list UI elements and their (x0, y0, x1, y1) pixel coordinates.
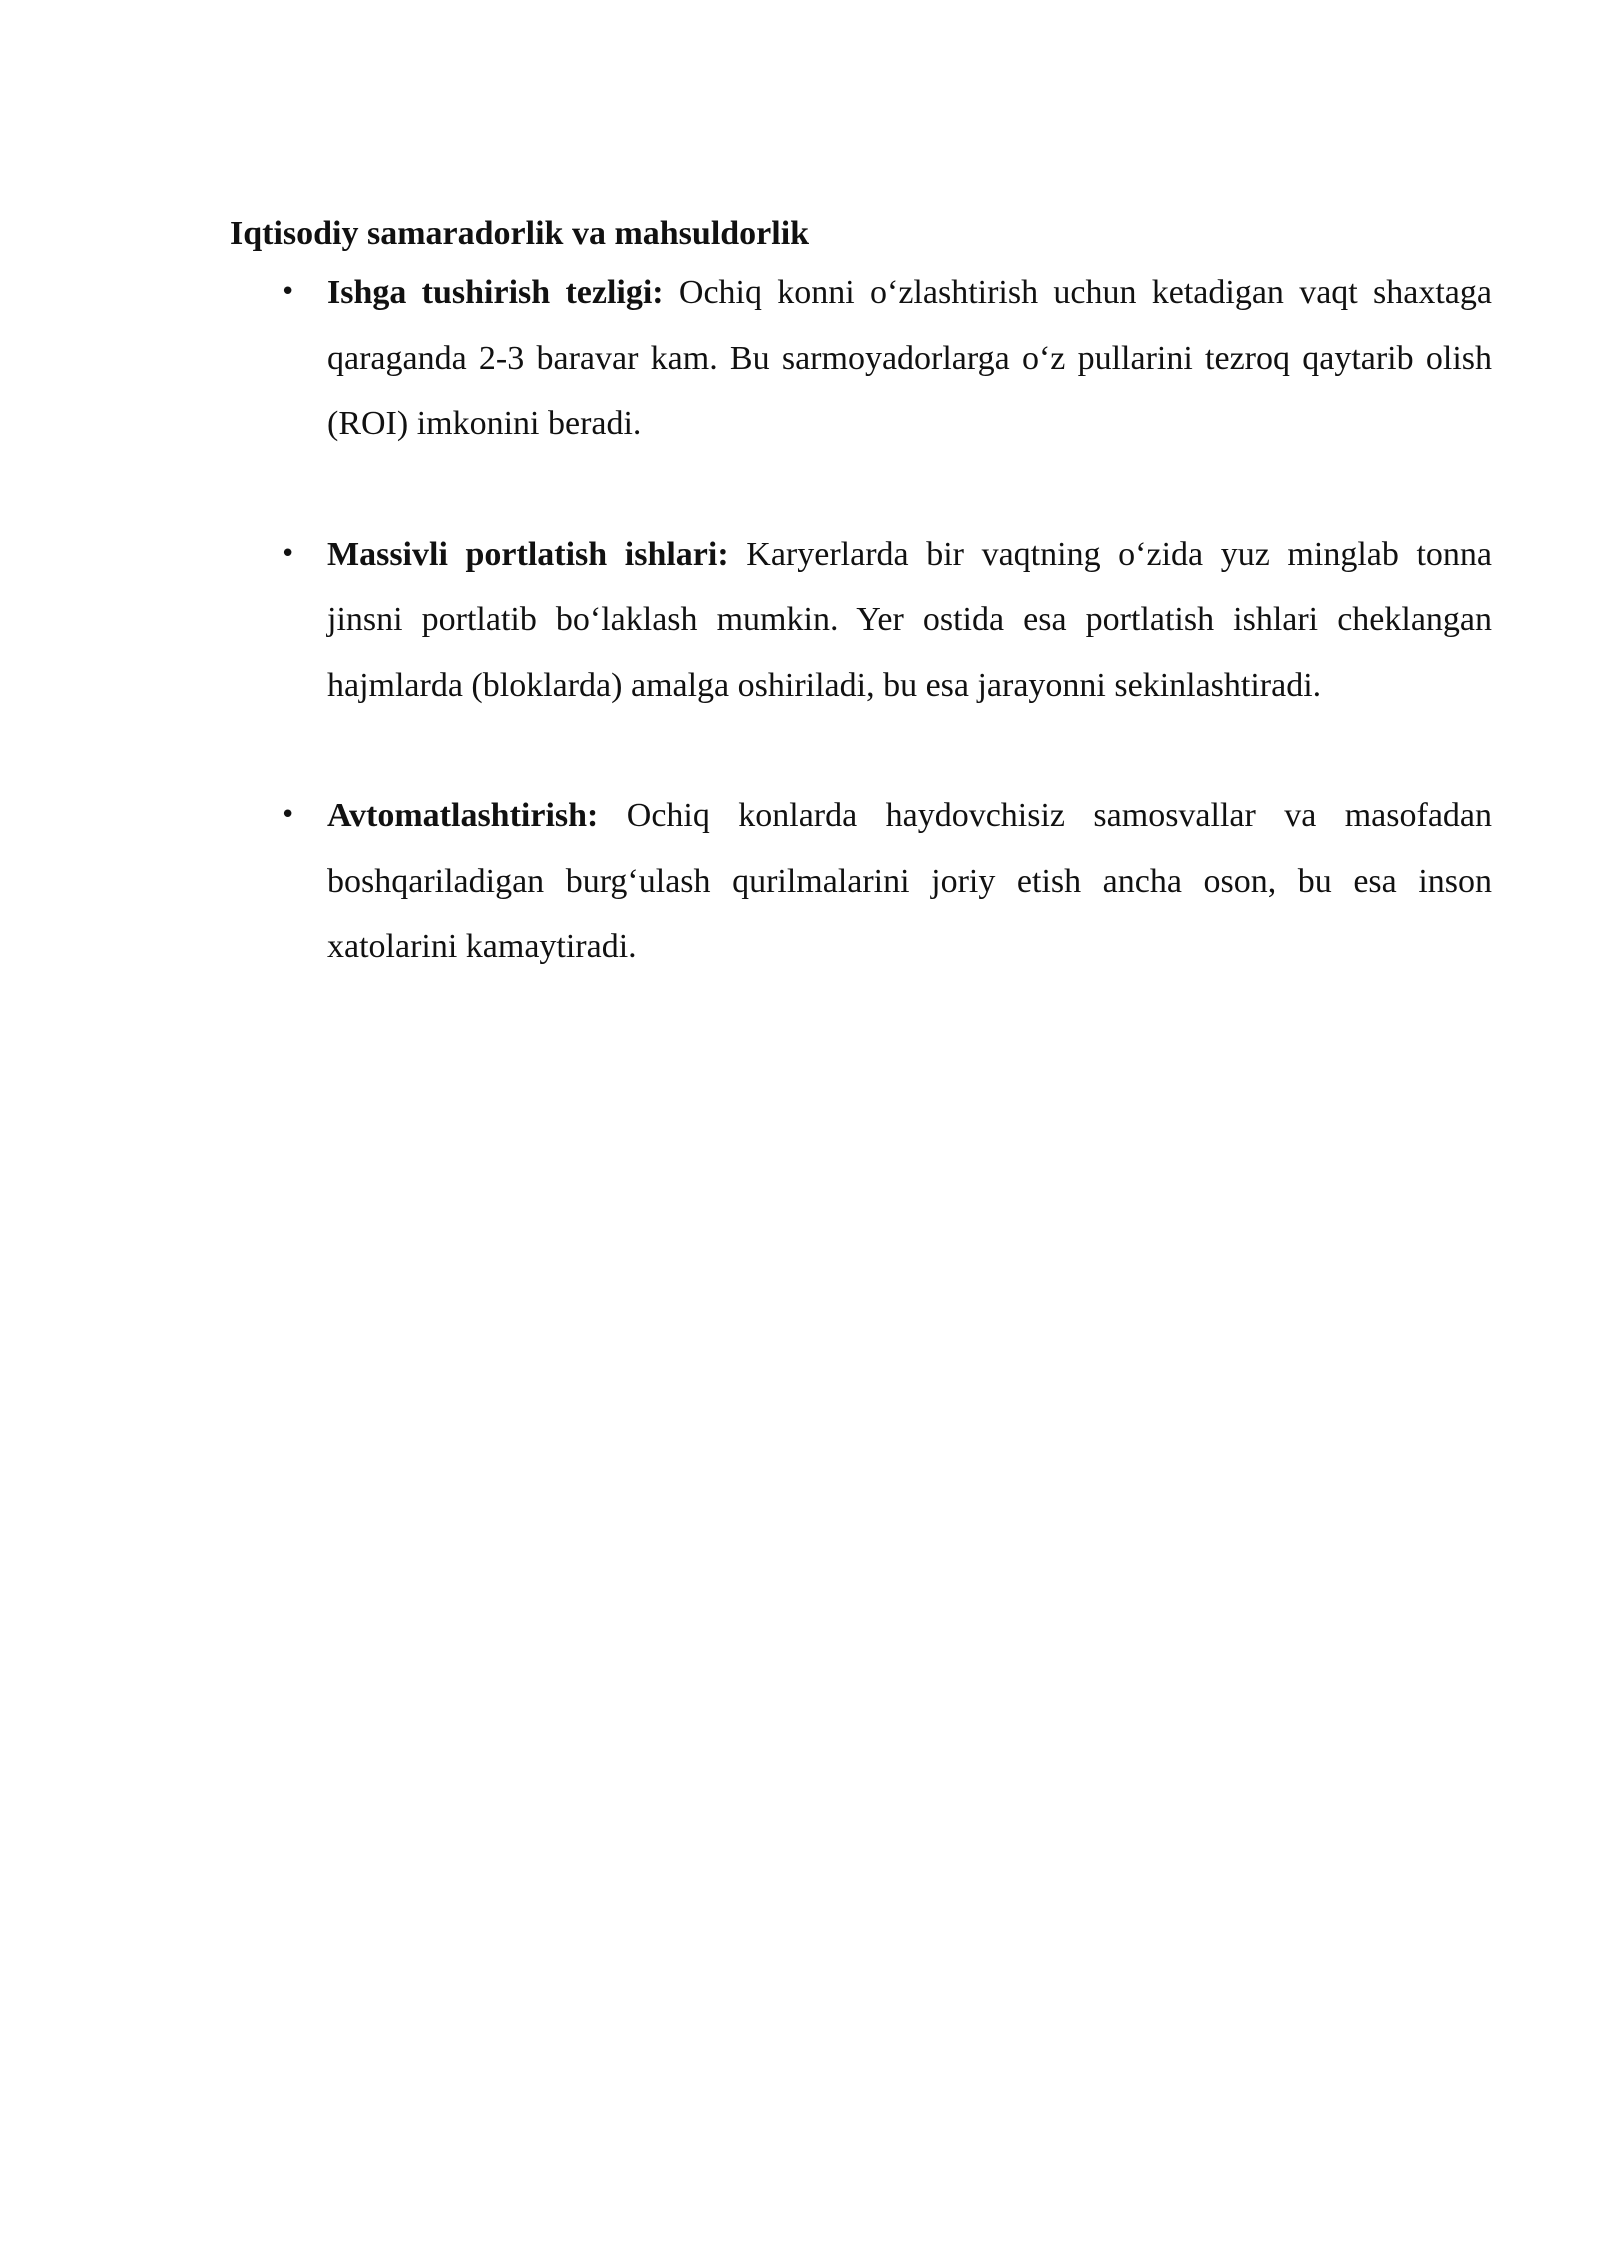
bullet-term: Avtomatlashtirish: (327, 797, 627, 834)
bullet-term: Massivli portlatish ishlari: (327, 535, 747, 573)
list-item (230, 260, 1492, 457)
bullet-term: Ishga tushirish tezligi: (327, 274, 679, 311)
bullet-dot-icon: • (280, 800, 296, 830)
bullet-dot-icon: • (280, 538, 296, 569)
list-item (230, 522, 1492, 719)
section-heading: Iqtisodiy samaradorlik va mahsuldorlik (230, 215, 810, 252)
bullet-text: Ochiq konni o‘zlashtirish uchun ketadigan vaqt shaxtaga qaraganda 2-3 baravar kam. Bu sarmoyadorlarga o‘z pullarini tezroq qaytarib olish (ROI) imkonini beradi. (327, 274, 1492, 442)
bullet-text: Ochiq konlarda haydovchisiz samosvallar va masofadan boshqariladigan burg‘ulash qurilmalarini joriy etish ancha oson, bu esa inson xatolarini kamaytiradi. (327, 797, 1492, 965)
bullet-text: Karyerlarda bir vaqtning o‘zida yuz minglab tonna jinsni portlatib bo‘laklash mumkin. Yer ostida esa portlatish ishlari cheklangan hajmlarda (bloklarda) amalga oshiriladi, bu esa jarayonni sekinlashtiradi. (327, 535, 1492, 704)
list-item (230, 783, 1492, 980)
bullet-list (230, 260, 1492, 980)
bullet-dot-icon: • (280, 277, 296, 307)
document-body (230, 212, 1492, 1045)
